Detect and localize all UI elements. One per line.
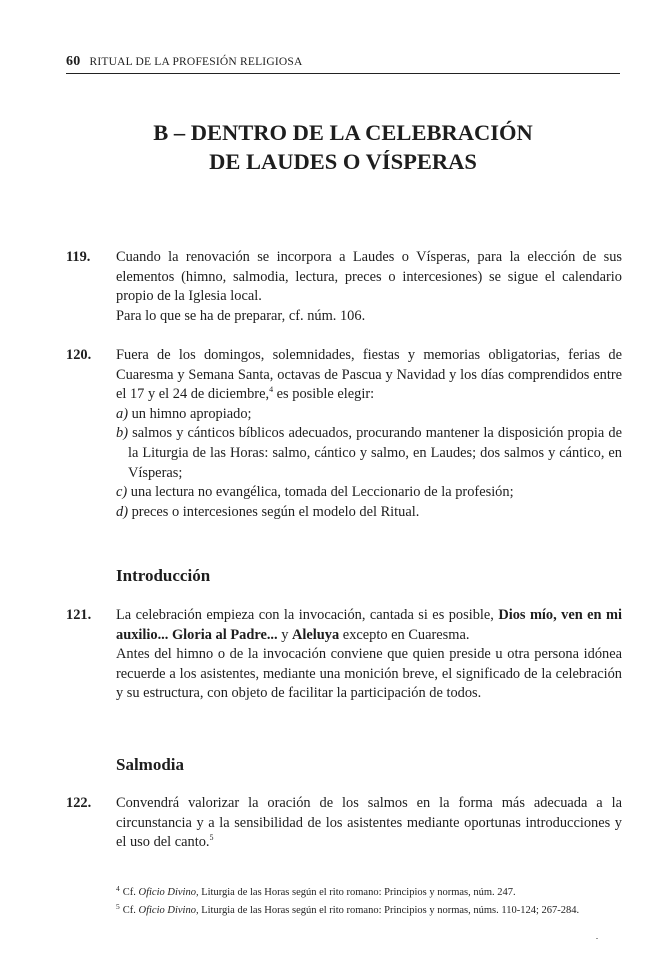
list-item (116, 483, 622, 503)
subheading-introduccion: Introducción (116, 566, 211, 585)
text-run: La celebración empieza con la invocación, cantada si es posible, (116, 607, 499, 623)
scan-speck (596, 938, 598, 939)
footnote-source: Oficio Divino, (138, 905, 199, 916)
footnote-5 (116, 900, 626, 918)
section-title (66, 118, 620, 176)
paragraph-text (116, 794, 622, 853)
aleluya-text: Aleluya (292, 626, 340, 643)
paragraph-number: 120. (66, 347, 92, 363)
text-run: Convendrá valorizar la oración de los salmos en la forma más adecuada a la circunstancia y a la sensibilidad de los asistentes mediante oportunas introducciones y el uso del canto. (116, 795, 622, 851)
subheading-salmodia: Salmodia (116, 755, 185, 774)
list-text: preces o intercesiones según el modelo del Ritual. (131, 503, 420, 520)
list-item (116, 503, 622, 523)
running-header (66, 54, 620, 74)
list-item (116, 424, 622, 483)
paragraph-122 (66, 794, 622, 853)
list-item (116, 405, 622, 425)
list-letter: a) (116, 405, 128, 422)
intro-text-end: es posible elegir: (273, 386, 375, 403)
paragraph-text: Para lo que se ha de preparar, cf. núm. 106. (116, 307, 366, 324)
footnote-4 (116, 882, 626, 900)
list-letter: c) (116, 484, 128, 501)
footnote-text: Liturgia de las Horas según el rito romano: Principios y normas, núm. 247. (198, 887, 516, 898)
page-number: 60 (66, 54, 81, 69)
running-title: RITUAL DE LA PROFESIÓN RELIGIOSA (89, 56, 303, 68)
list-text: salmos y cánticos bíblicos adecuados, procurando mantener la disposición propia de la Liturgia de las Horas: salmo, cántico y salmo, en Laudes; dos salmos y cántico, en Vísperas; (128, 425, 623, 481)
section-title-line-1: B – DENTRO DE LA CELEBRACIÓN (153, 120, 533, 145)
paragraph-120 (66, 346, 622, 522)
intro-text: Fuera de los domingos, solemnidades, fiestas y memorias obligatorias, ferias de Cuaresma y Semana Santa, octavas de Pascua y Navidad y los días comprendidos entre el 17 y el 24 de diciembre, (116, 347, 622, 403)
footnote-text: Liturgia de las Horas según el rito romano: Principios y normas, núms. 110-124; 267-284. (198, 905, 580, 916)
paragraph-number: 122. (66, 795, 92, 811)
footnote-number: 5 (116, 902, 120, 911)
paragraph-number: 121. (66, 607, 92, 623)
list-text: una lectura no evangélica, tomada del Leccionario de la profesión; (130, 484, 514, 501)
footnote-text: Cf. (122, 887, 139, 898)
paragraph-119 (66, 248, 622, 326)
footnote-ref-5: 5 (209, 833, 214, 843)
text-run: excepto en Cuaresma. (339, 626, 470, 643)
footnote-source: Oficio Divino, (138, 887, 199, 898)
footnote-text: Cf. (122, 905, 139, 916)
list-letter: b) (116, 425, 128, 442)
footnote-number: 4 (116, 884, 120, 893)
list-text: un himno apropiado; (131, 405, 252, 422)
paragraph-text (116, 606, 622, 645)
footnote-ref-4: 4 (269, 385, 274, 395)
paragraph-text: Cuando la renovación se incorpora a Laudes o Vísperas, para la elección de sus elementos (himno, salmodia, lectura, preces o intercesiones) se sigue el calendario propio de la Iglesia local. (116, 249, 622, 305)
paragraph-121 (66, 606, 622, 704)
paragraph-number: 119. (66, 249, 91, 265)
invocation-text: Dios mío, ven en mi auxilio... Gloria al Padre... (116, 607, 622, 643)
footnotes (116, 882, 626, 918)
paragraph-intro (116, 346, 622, 405)
list-letter: d) (116, 503, 128, 520)
text-run: y (277, 626, 293, 643)
paragraph-text: Antes del himno o de la invocación conviene que quien preside u otra persona idónea recuerde a los asistentes, mediante una monición breve, el significado de la celebración y su estructura, con objeto de facilitar la participación de todos. (116, 646, 622, 702)
section-title-line-2: DE LAUDES O VÍSPERAS (209, 149, 477, 174)
